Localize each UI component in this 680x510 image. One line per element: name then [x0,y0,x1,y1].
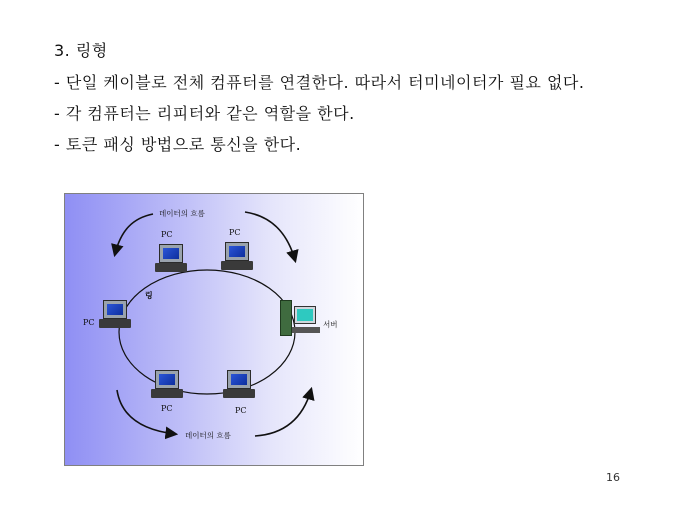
ring-label: 링 [145,291,153,300]
pc-label: PC [235,406,247,415]
pc-label: PC [161,230,173,239]
server-label: 서버 [323,320,338,329]
pc-icon [223,370,255,400]
data-flow-label-top: 데이터의 흐름 [159,209,205,218]
ring-topology-diagram [64,193,364,466]
data-flow-label-bottom: 데이터의 흐름 [185,431,231,440]
pc-label: PC [229,228,241,237]
pc-label: PC [161,404,173,413]
bullet-2: - 각 컴퓨터는 리피터와 같은 역할을 한다. [54,104,355,123]
pc-icon [155,244,187,274]
pc-icon [151,370,183,400]
bullet-1: - 단일 케이블로 전체 컴퓨터를 연결한다. 따라서 터미네이터가 필요 없다. [54,73,585,92]
pc-icon [221,242,253,272]
server-icon [280,300,326,336]
bullet-3: - 토큰 패싱 방법으로 통신을 한다. [54,135,302,154]
ring-cable [119,270,295,394]
pc-label: PC [83,318,95,327]
page-number: 16 [606,471,620,484]
flow-arrow-top-left [115,214,153,254]
pc-icon [99,300,131,330]
slide-heading: 3. 링형 [54,41,108,60]
flow-arrow-bottom-right [255,390,311,436]
